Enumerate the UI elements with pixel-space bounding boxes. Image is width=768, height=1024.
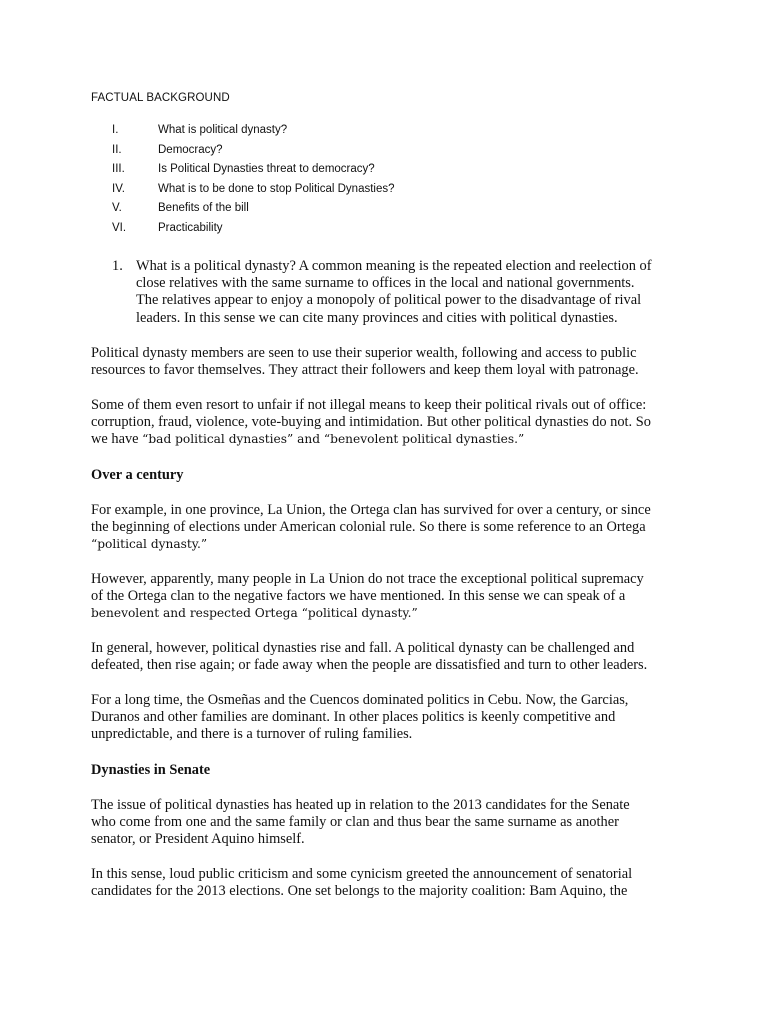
subheading: Over a century <box>91 467 184 483</box>
text-line: However, apparently, many people in La Union do not trace the exceptional political supremacy <box>91 571 644 587</box>
subheading: Dynasties in Senate <box>91 762 211 778</box>
text-line: the beginning of elections under American colonial rule. So there is some reference to an Ortega <box>91 519 646 536</box>
toc-text: What is to be done to stop Political Dynasties? <box>158 182 395 195</box>
text-line: who come from one and the same family or clan and thus bear the same surname as another <box>91 814 619 831</box>
paragraph <box>91 397 691 449</box>
paragraph <box>91 345 691 379</box>
toc-item <box>91 219 691 239</box>
toc-item <box>91 121 691 141</box>
paragraph <box>91 640 691 674</box>
text-line: The relatives appear to enjoy a monopoly of political power to the disadvantage of rival <box>136 292 642 309</box>
text-line: In general, however, political dynasties rise and fall. A political dynasty can be challenged and <box>91 640 635 656</box>
toc-item <box>91 141 691 161</box>
text-line <box>91 431 691 448</box>
text-segment: we have <box>91 431 143 448</box>
toc-number: III. <box>112 163 125 176</box>
text-line: For example, in one province, La Union, the Ortega clan has survived for over a century, or since <box>91 502 651 518</box>
quoted-text: “political dynasty.” <box>91 537 208 552</box>
text-line: The issue of political dynasties has heated up in relation to the 2013 candidates for the Senate <box>91 797 630 813</box>
text-line: In this sense, loud public criticism and some cynicism greeted the announcement of senatorial <box>91 866 633 882</box>
toc-text: What is political dynasty? <box>158 124 288 136</box>
text-line: candidates for the 2013 elections. One set belongs to the majority coalition: Bam Aquino, the <box>91 883 628 900</box>
toc-item <box>91 199 691 219</box>
text-line: What is a political dynasty? A common meaning is the repeated election and reelection of <box>136 258 652 274</box>
paragraph <box>91 866 691 900</box>
text-line: corruption, fraud, violence, vote-buying and intimidation. But other political dynasties do not. So <box>91 414 651 431</box>
toc-text: Is Political Dynasties threat to democracy? <box>158 163 375 176</box>
text-line: unpredictable, and there is a turnover of ruling families. <box>91 726 413 743</box>
paragraph <box>91 797 691 849</box>
toc-text: Practicability <box>158 221 223 234</box>
quoted-text: “bad political dynasties” and “benevolent political dynasties.” <box>142 432 525 447</box>
numbered-paragraph-text <box>136 258 702 327</box>
text-line: resources to favor themselves. They attract their followers and keep them loyal with patronage. <box>91 362 639 379</box>
text-line: close relatives with the same surname to offices in the local and national governments. <box>136 275 635 292</box>
toc-number: I. <box>112 124 119 136</box>
text-line: of the Ortega clan to the negative factors we have mentioned. In this sense we can speak of a <box>91 588 626 605</box>
toc-number: V. <box>112 202 122 215</box>
text-line: defeated, then rise again; or fade away when the people are dissatisfied and turn to other leaders. <box>91 657 648 674</box>
list-number: 1. <box>112 258 123 274</box>
toc-number: VI. <box>112 221 127 234</box>
text-line: senator, or President Aquino himself. <box>91 831 305 848</box>
text-line: Political dynasty members are seen to use their superior wealth, following and access to public <box>91 345 637 361</box>
text-line: leaders. In this sense we can cite many provinces and cities with political dynasties. <box>136 309 618 326</box>
table-of-contents <box>91 121 691 239</box>
paragraph <box>91 502 691 554</box>
paragraph <box>91 571 691 623</box>
toc-number: IV. <box>112 182 126 195</box>
quoted-text: benevolent and respected Ortega “political dynasty.” <box>91 606 418 621</box>
text-line: Duranos and other families are dominant. In other places politics is keenly competitive and <box>91 709 616 726</box>
paragraph <box>91 692 691 744</box>
toc-item <box>91 160 691 180</box>
toc-text: Democracy? <box>158 143 223 156</box>
section-heading: FACTUAL BACKGROUND <box>91 92 230 104</box>
text-line: Some of them even resort to unfair if not illegal means to keep their political rivals out of office: <box>91 397 647 413</box>
text-line: For a long time, the Osmeñas and the Cuencos dominated politics in Cebu. Now, the Garcias, <box>91 692 629 708</box>
toc-text: Benefits of the bill <box>158 202 249 215</box>
toc-number: II. <box>112 143 122 156</box>
toc-item <box>91 180 691 200</box>
